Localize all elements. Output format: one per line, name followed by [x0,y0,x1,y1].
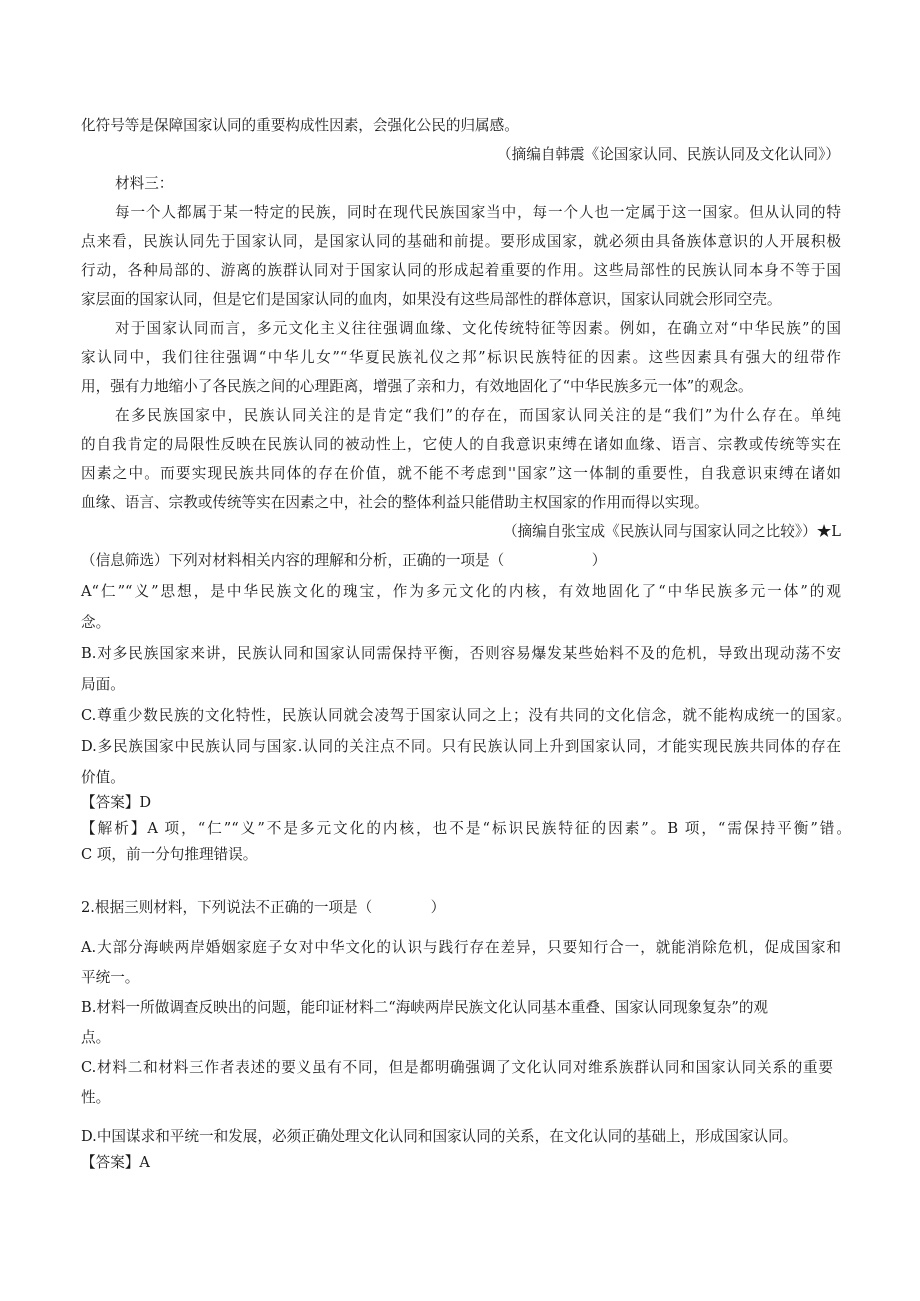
question1-stem: （信息筛选）下列对材料相关内容的理解和分析，正确的一项是（ ） [81,552,607,569]
q1-option-d-cont: 价值。 [81,769,125,786]
paragraph-line: 血缘、语言、宗教或传统等实在因素之中，社会的整体利益只能借助主权国家的作用而得以实现。 [81,494,709,511]
paragraph-line: 在多民族国家中，民族认同关注的是肯定“我们”的存在，而国家认同关注的是“我们”为什么存在。单纯 [115,407,841,424]
paragraph-line: 家层面的国家认同，但是它们是国家认同的血肉，如果没有这些局部性的群体意识，国家认同就会形同空壳。 [81,291,782,308]
material3-heading: 材料三： [115,175,174,192]
q1-analysis-cont: C 项，前一分句推理错误。 [81,846,258,863]
paragraph-line: 因素之中。而要实现民族共同体的存在价值，就不能不考虑到''国家”这一体制的重要性，自我意识束缚在诸如 [81,465,841,482]
q1-option-c: C.尊重少数民族的文化特性，民族认同就会凌驾于国家认同之上；没有共同的文化信念，就不能构成统一的国家。 [81,707,851,724]
q2-option-a-cont: 平统一。 [81,969,140,986]
q2-option-c: C.材料二和材料三作者表述的要义虽有不同，但是都明确强调了文化认同对维系族群认同和国家认同关系的重要 [81,1059,833,1076]
q1-option-b: B.对多民族国家来讲，民族认同和国家认同需保持平衡，否则容易爆发某些始料不及的危机，导致出现动荡不安 [81,645,841,662]
paragraph-line: 用，强有力地缩小了各民族之间的心理距离，增强了亲和力，有效地固化了“中华民族多元一体”的观念。 [81,378,753,395]
paragraph-line: 每一个人都属于某一特定的民族，同时在现代民族国家当中，每一个人也一定属于这一国家。但从认同的特 [115,204,841,221]
q1-answer: 【答案】D [81,794,152,811]
material2-last-line: 化符号等是保障国家认同的重要构成性因素，会强化公民的归属感。 [81,117,519,134]
q2-option-d: D.中国谋求和平统一和发展，必须正确处理文化认同和国家认同的关系，在文化认同的基础上，形成国家认同。 [81,1128,798,1145]
q1-option-a-cont: 念。 [81,614,111,631]
paragraph-line: 点来看，民族认同先于国家认同，是国家认同的基础和前提。要形成国家，就必须由具备族体意识的人开展积极 [81,233,841,250]
q1-analysis: 【解析】A 项，“仁”“义”不是多元文化的内核，也不是“标识民族特征的因素”。B 项，“需保持平衡”错。 [81,820,851,837]
question2-stem: 2.根据三则材料，下列说法不正确的一项是（ ） [81,899,446,916]
q1-option-a: A“仁”“义”思想，是中华民族文化的瑰宝，作为多元文化的内核，有效地固化了“中华民族多元一体”的观 [81,583,841,600]
q2-option-a: A.大部分海峡两岸婚姻家庭子女对中华文化的认识与践行存在差异，只要知行合一，就能消除危机，促成国家和 [81,939,841,956]
q1-option-b-cont: 局面。 [81,676,125,693]
paragraph-line: 的自我肯定的局限性反映在民族认同的被动性上，它使人的自我意识束缚在诸如血缘、语言、宗教或传统等实在 [81,436,841,453]
q2-option-b-cont: 点。 [81,1029,111,1046]
paragraph-line: 对于国家认同而言，多元文化主义往往强调血缘、文化传统特征等因素。例如，在确立对“中华民族”的国 [115,320,841,337]
paragraph-line: 家认同中，我们往往强调“中华儿女”“华夏民族礼仪之邦”标识民族特征的因素。这些因素具有强大的纽带作 [81,349,841,366]
material2-source: （摘编自韩震《论国家认同、民族认同及文化认同》） [497,146,840,163]
q1-option-d: D.多民族国家中民族认同与国家.认同的关注点不同。只有民族认同上升到国家认同，才能实现民族共同体的存在 [81,738,841,755]
q2-answer: 【答案】A [81,1154,150,1171]
material3-source: （摘编自张宝成《民族认同与国家认同之比较》）★L [502,523,841,540]
paragraph-line: 行动，各种局部的、游离的族群认同对于国家认同的形成起着重要的作用。这些局部性的民族认同本身不等于国 [81,262,841,279]
q2-option-c-cont: 性。 [81,1089,111,1106]
q2-option-b: B.材料一所做调查反映出的问题，能印证材料二“海峡两岸民族文化认同基本重叠、国家认同现象复杂”的观 [81,999,769,1016]
